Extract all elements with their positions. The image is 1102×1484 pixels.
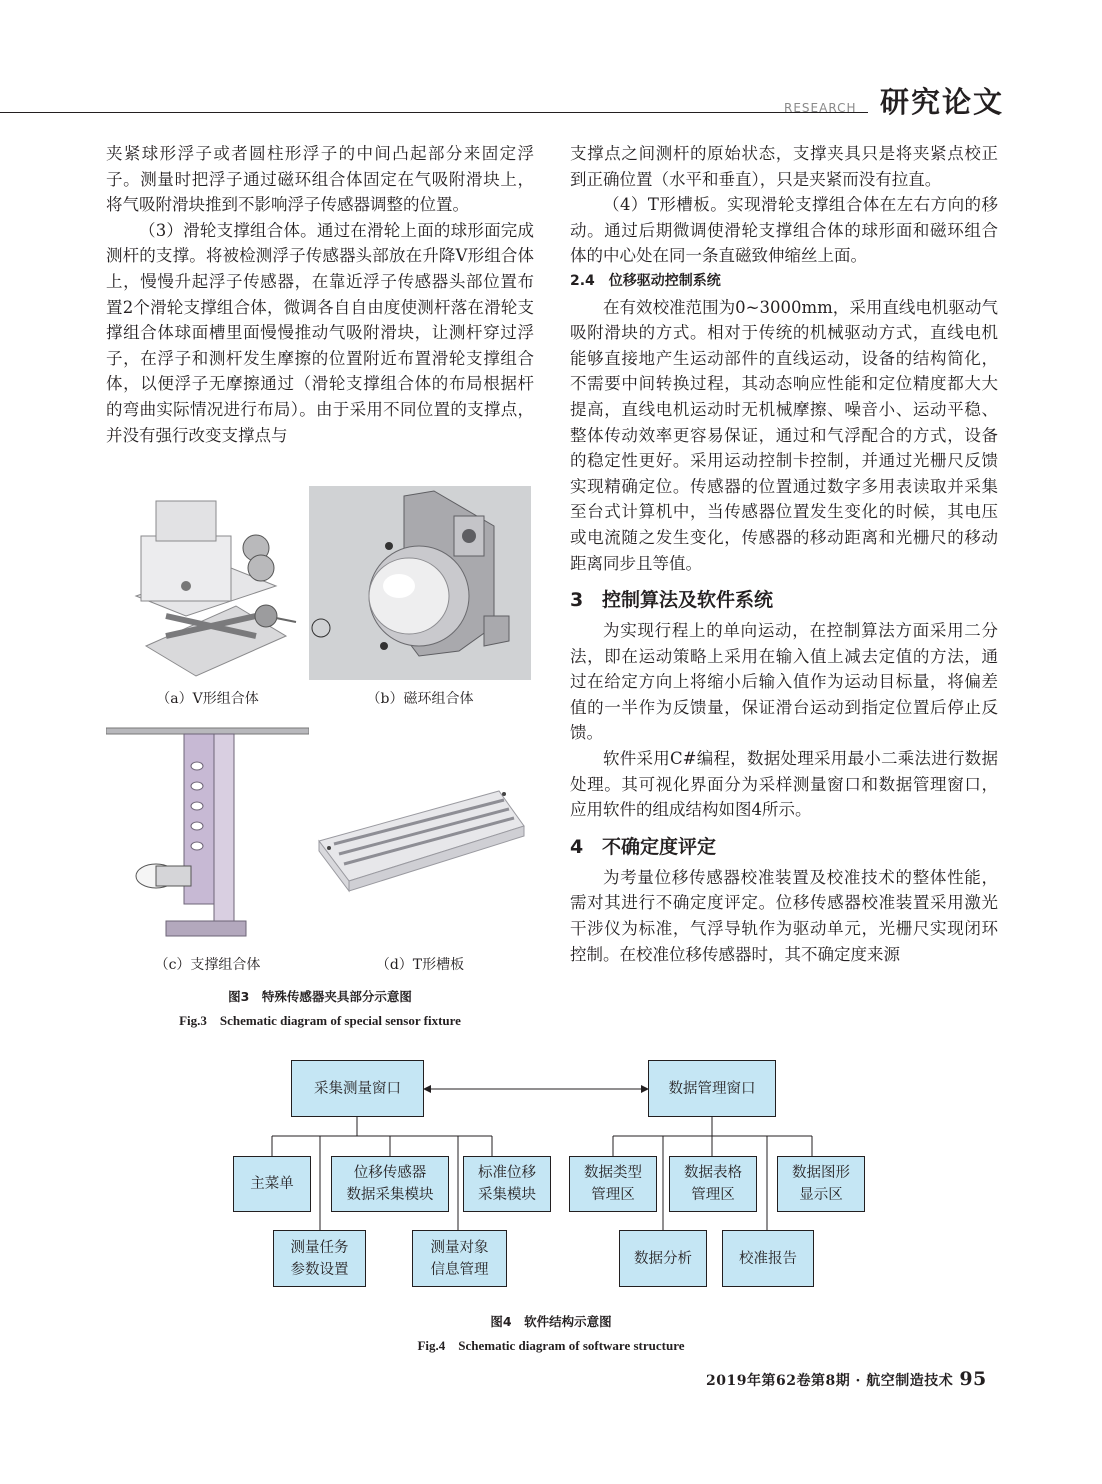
box-calibration-report <box>722 1230 814 1287</box>
box-data-graph-area <box>777 1156 865 1212</box>
box-data-graph-line1: 数据图形 <box>792 1165 850 1181</box>
box-measurement-task-line2: 参数设置 <box>290 1261 349 1278</box>
box-measurement-object-line1: 测量对象 <box>430 1239 489 1256</box>
right-paragraph-5: 软件采用C#编程，数据处理采用最小二乘法进行数据处理。其可视化界面分为采样测量窗口和数据管理窗口，应用软件的组成结构如图4所示。 <box>570 749 998 820</box>
header-research-label: RESEARCH <box>784 101 857 115</box>
box-main-menu <box>233 1156 311 1212</box>
box-data-table-line1: 数据表格 <box>684 1165 742 1181</box>
figure-3-caption-en: Fig.3 Schematic diagram of special sensor fixture <box>179 1013 461 1028</box>
figure-3-caption-cn: 图3 特殊传感器夹具部分示意图 <box>228 989 412 1004</box>
figure-4-caption-cn: 图4 软件结构示意图 <box>490 1314 612 1329</box>
box-data-graph-line2: 显示区 <box>799 1187 843 1203</box>
box-displacement-acquisition-line2: 数据采集模块 <box>346 1187 434 1203</box>
box-data-type-line1: 数据类型 <box>584 1165 642 1181</box>
left-paragraph-1: 夹紧球形浮子或者圆柱形浮子的中间凸起部分来固定浮子。测量时把浮子通过磁环组合体固定在气吸附滑块上，将气吸附滑块推到不影响浮子传感器调整的位置。 <box>106 144 534 215</box>
right-paragraph-3: 在有效校准范围为0~3000mm，采用直线电机驱动气吸附滑块的方式。相对于传统的机械驱动方式，直线电机能够直接地产生运动部件的直线运动，设备的结构简化，不需要中间转换过程，其动态响应性能和定位精度都大大提高，直线电机运动时无机械摩擦、噪音小、运动平稳、整体传动效率更容易保证，通过和气浮配合的方式，设备的稳定性更好。采用运动控制卡控制，并通过光栅尺反馈实现精确定位。传感器的位置通过数字多用表读取并采集至台式计算机中，当传感器位置发生变化的时候，其电压或电流随之发生变化，传感器的移动距离和光栅尺的移动距离同步且等值。 <box>570 297 998 573</box>
box-standard-acquisition-line2: 采集模块 <box>478 1187 536 1203</box>
page-number: 95 <box>959 1368 987 1390</box>
right-paragraph-6: 为考量位移传感器校准装置及校准技术的整体性能，需对其进行不确定度评定。位移传感器校准装置采用激光干涉仪为标准，气浮导轨作为驱动单元，光栅尺实现闭环控制。在校准位移传感器时，其不确定度来源 <box>570 867 998 964</box>
box-data-table-line2: 管理区 <box>691 1187 735 1203</box>
box-calibration-report-label: 校准报告 <box>739 1250 797 1267</box>
figure-3b-caption: （b）磁环组合体 <box>366 691 474 707</box>
box-data-type-line2: 管理区 <box>591 1187 635 1203</box>
box-standard-acquisition <box>463 1156 551 1212</box>
right-paragraph-4: 为实现行程上的单向运动，在控制算法方面采用二分法，即在运动策略上采用在输入值上减去定值的方法，通过在给定方向上将缩小后输入值作为运动目标量，将偏差值的一半作为反馈量，保证滑台运动到指定位置后停止反馈。 <box>570 621 998 743</box>
header-section-title: 研究论文 <box>880 85 1005 119</box>
box-data-table-area <box>669 1156 757 1212</box>
box-main-menu-label: 主菜单 <box>250 1176 294 1192</box>
page-footer <box>706 1368 987 1390</box>
section-4-number: 4 <box>570 835 584 858</box>
box-data-management-window <box>648 1060 776 1117</box>
figure-3d-caption: （d）T形槽板 <box>375 957 465 973</box>
figure-3a-caption: （a）V形组合体 <box>156 691 259 707</box>
box-measurement-task <box>273 1230 366 1287</box>
figure-3c-caption: （c）支撑组合体 <box>154 957 261 973</box>
left-paragraph-2: （3）滑轮支撑组合体。通过在滑轮上面的球形面完成测杆的支撑。将被检测浮子传感器头部放在升降V形组合体上，慢慢升起浮子传感器，在靠近浮子传感器头部位置布置2个滑轮支撑组合体，微调各自自由度使测杆落在滑轮支撑组合体球面槽里面慢慢推动气吸附滑块，让测杆穿过浮子，在浮子和测杆发生摩擦的位置附近布置滑轮支撑组合体，以便浮子无摩擦通过（滑轮支撑组合体的布局根据杆的弯曲实际情况进行布局）。由于采用不同位置的支撑点，并没有强行改变支撑点与 <box>106 220 534 445</box>
box-acquisition-window <box>291 1060 424 1117</box>
figure-4-caption-en: Fig.4 Schematic diagram of software structure <box>417 1338 685 1353</box>
box-displacement-acquisition <box>331 1156 449 1212</box>
section-3-number: 3 <box>570 589 584 612</box>
section-3-title: 控制算法及软件系统 <box>602 589 774 612</box>
box-acquisition-window-label: 采集测量窗口 <box>314 1080 401 1097</box>
box-measurement-object-line2: 信息管理 <box>430 1261 489 1278</box>
subsection-heading-2-4: 2.4 位移驱动控制系统 <box>570 272 721 289</box>
right-paragraph-1: 支撑点之间测杆的原始状态，支撑夹具只是将夹紧点校正到正确位置（水平和垂直），只是夹紧而没有拉直。 <box>570 144 998 189</box>
box-data-management-window-label: 数据管理窗口 <box>668 1080 756 1097</box>
box-measurement-task-line1: 测量任务 <box>290 1239 349 1256</box>
right-paragraph-2: （4）T形槽板。实现滑轮支撑组合体在左右方向的移动。通过后期微调使滑轮支撑组合体的球形面和磁环组合体的中心处在同一条直磁致伸缩丝上面。 <box>570 195 998 266</box>
box-displacement-acquisition-line1: 位移传感器 <box>353 1165 427 1181</box>
box-data-type-area <box>569 1156 657 1212</box>
footer-journal: 2019年第62卷第8期 · 航空制造技术 <box>706 1373 954 1389</box>
box-data-analysis-label: 数据分析 <box>634 1250 692 1267</box>
box-data-analysis <box>619 1230 707 1287</box>
section-4-title: 不确定度评定 <box>602 835 717 858</box>
box-measurement-object <box>412 1230 507 1287</box>
box-standard-acquisition-line1: 标准位移 <box>478 1165 536 1181</box>
